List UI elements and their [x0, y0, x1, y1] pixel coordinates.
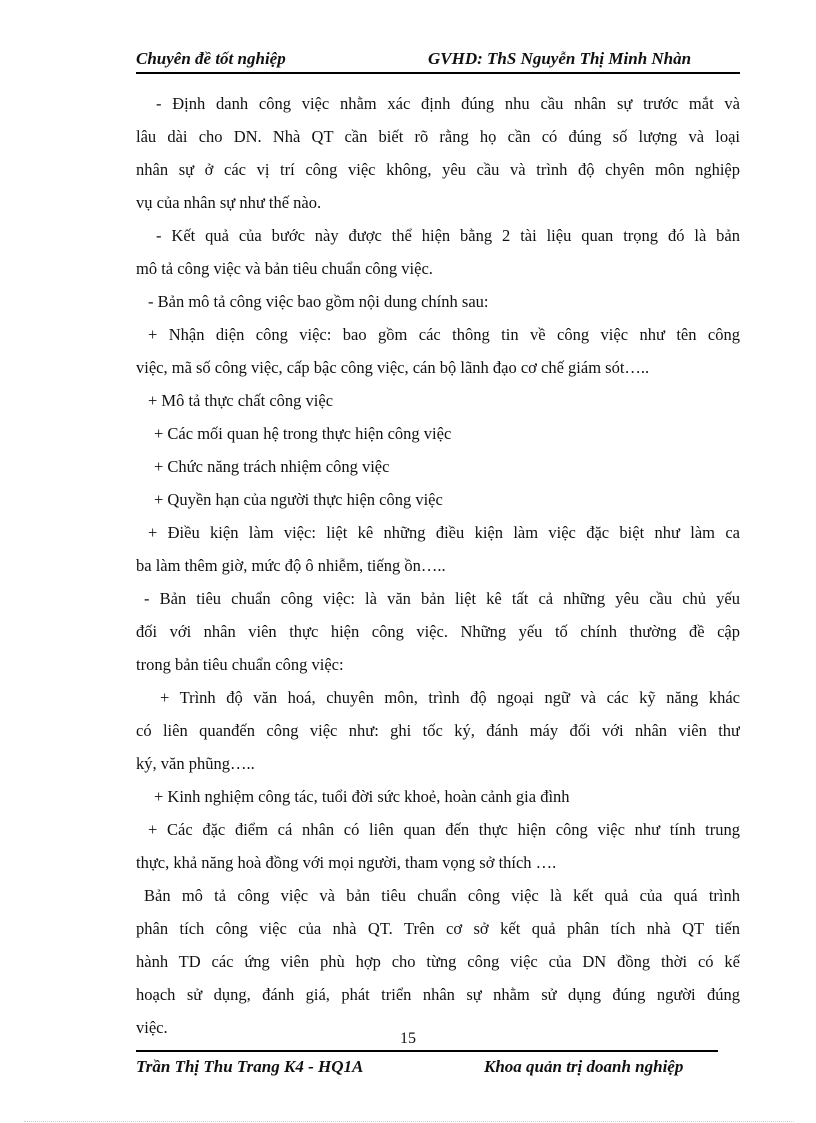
page-bottom-divider: [24, 1121, 794, 1122]
body-line: phân tích công việc của nhà QT. Trên cơ sở kết quả phân tích nhà QT tiến: [136, 919, 740, 938]
body-line: + Nhận diện công việc: bao gồm các thông tin về công việc như tên công: [148, 325, 740, 344]
body-line: ba làm thêm giờ, mức độ ô nhiễm, tiếng ồn…..: [136, 556, 446, 575]
body-line: + Các mối quan hệ trong thực hiện công việc: [154, 424, 452, 443]
body-line: thực, khả năng hoà đồng với mọi người, tham vọng sở thích ….: [136, 853, 557, 872]
body-line: có liên quanđến công việc như: ghi tốc ký, đánh máy đối với nhân viên thư: [136, 721, 740, 740]
page-number: 15: [400, 1030, 416, 1047]
header-document-type: Chuyên đề tốt nghiệp: [136, 49, 286, 68]
body-line: việc.: [136, 1018, 168, 1037]
body-line: + Điều kiện làm việc: liệt kê những điều kiện làm việc đặc biệt như làm ca: [148, 523, 740, 542]
body-line: vụ của nhân sự như thế nào.: [136, 193, 322, 212]
body-line: nhân sự ở các vị trí công việc không, yêu cầu và trình độ chyên môn nghiệp: [136, 160, 740, 179]
body-line: - Kết quả của bước này được thể hiện bằng 2 tài liệu quan trọng đó là bản: [156, 226, 740, 245]
body-line: - Bản mô tả công việc bao gồm nội dung chính sau:: [148, 292, 489, 311]
body-line: - Định danh công việc nhằm xác định đúng nhu cầu nhân sự trước mắt và: [156, 94, 740, 113]
body-line: + Trình độ văn hoá, chuyên môn, trình độ ngoại ngữ và các kỹ năng khác: [160, 688, 740, 707]
page-footer: [136, 1050, 718, 1078]
body-line: + Quyền hạn của người thực hiện công việc: [154, 490, 443, 509]
body-line: + Chức năng trách nhiệm công việc: [154, 457, 390, 476]
body-line: đối với nhân viên thực hiện công việc. Những yếu tố chính thường đề cập: [136, 622, 740, 641]
body-line: hoạch sử dụng, đánh giá, phát triển nhân sự nhằm sử dụng đúng người đúng: [136, 985, 740, 1004]
header-supervisor: GVHD: ThS Nguyễn Thị Minh Nhàn: [428, 49, 692, 68]
body-line: - Bản tiêu chuẩn công việc: là văn bản liệt kê tất cả những yêu cầu chủ yếu: [144, 589, 740, 608]
body-line: mô tả công việc và bản tiêu chuẩn công việc.: [136, 259, 433, 278]
page-header: [136, 44, 740, 74]
body-line: lâu dài cho DN. Nhà QT cần biết rõ rằng họ cần có đúng số lượng và loại: [136, 127, 740, 146]
body-line: + Kinh nghiệm công tác, tuổi đời sức khoẻ, hoàn cảnh gia đình: [154, 787, 570, 806]
body-line: hành TD các ứng viên phù hợp cho từng công việc của DN đồng thời có kế: [136, 952, 740, 971]
footer-department: Khoa quản trị doanh nghiệp: [484, 1057, 684, 1076]
body-line: việc, mã số công việc, cấp bậc công việc, cán bộ lãnh đạo cơ chế giám sót…..: [136, 358, 650, 377]
body-line: trong bản tiêu chuẩn công việc:: [136, 655, 344, 674]
footer-author: Trần Thị Thu Trang K4 - HQ1A: [136, 1057, 364, 1076]
body-line: Bản mô tả công việc và bản tiêu chuẩn công việc là kết quả của quá trình: [144, 886, 740, 905]
body-line: ký, văn phũng…..: [136, 754, 255, 773]
body-line: + Các đặc điểm cá nhân có liên quan đến thực hiện công việc như tính trung: [148, 820, 740, 839]
body-line: + Mô tả thực chất công việc: [148, 391, 334, 410]
